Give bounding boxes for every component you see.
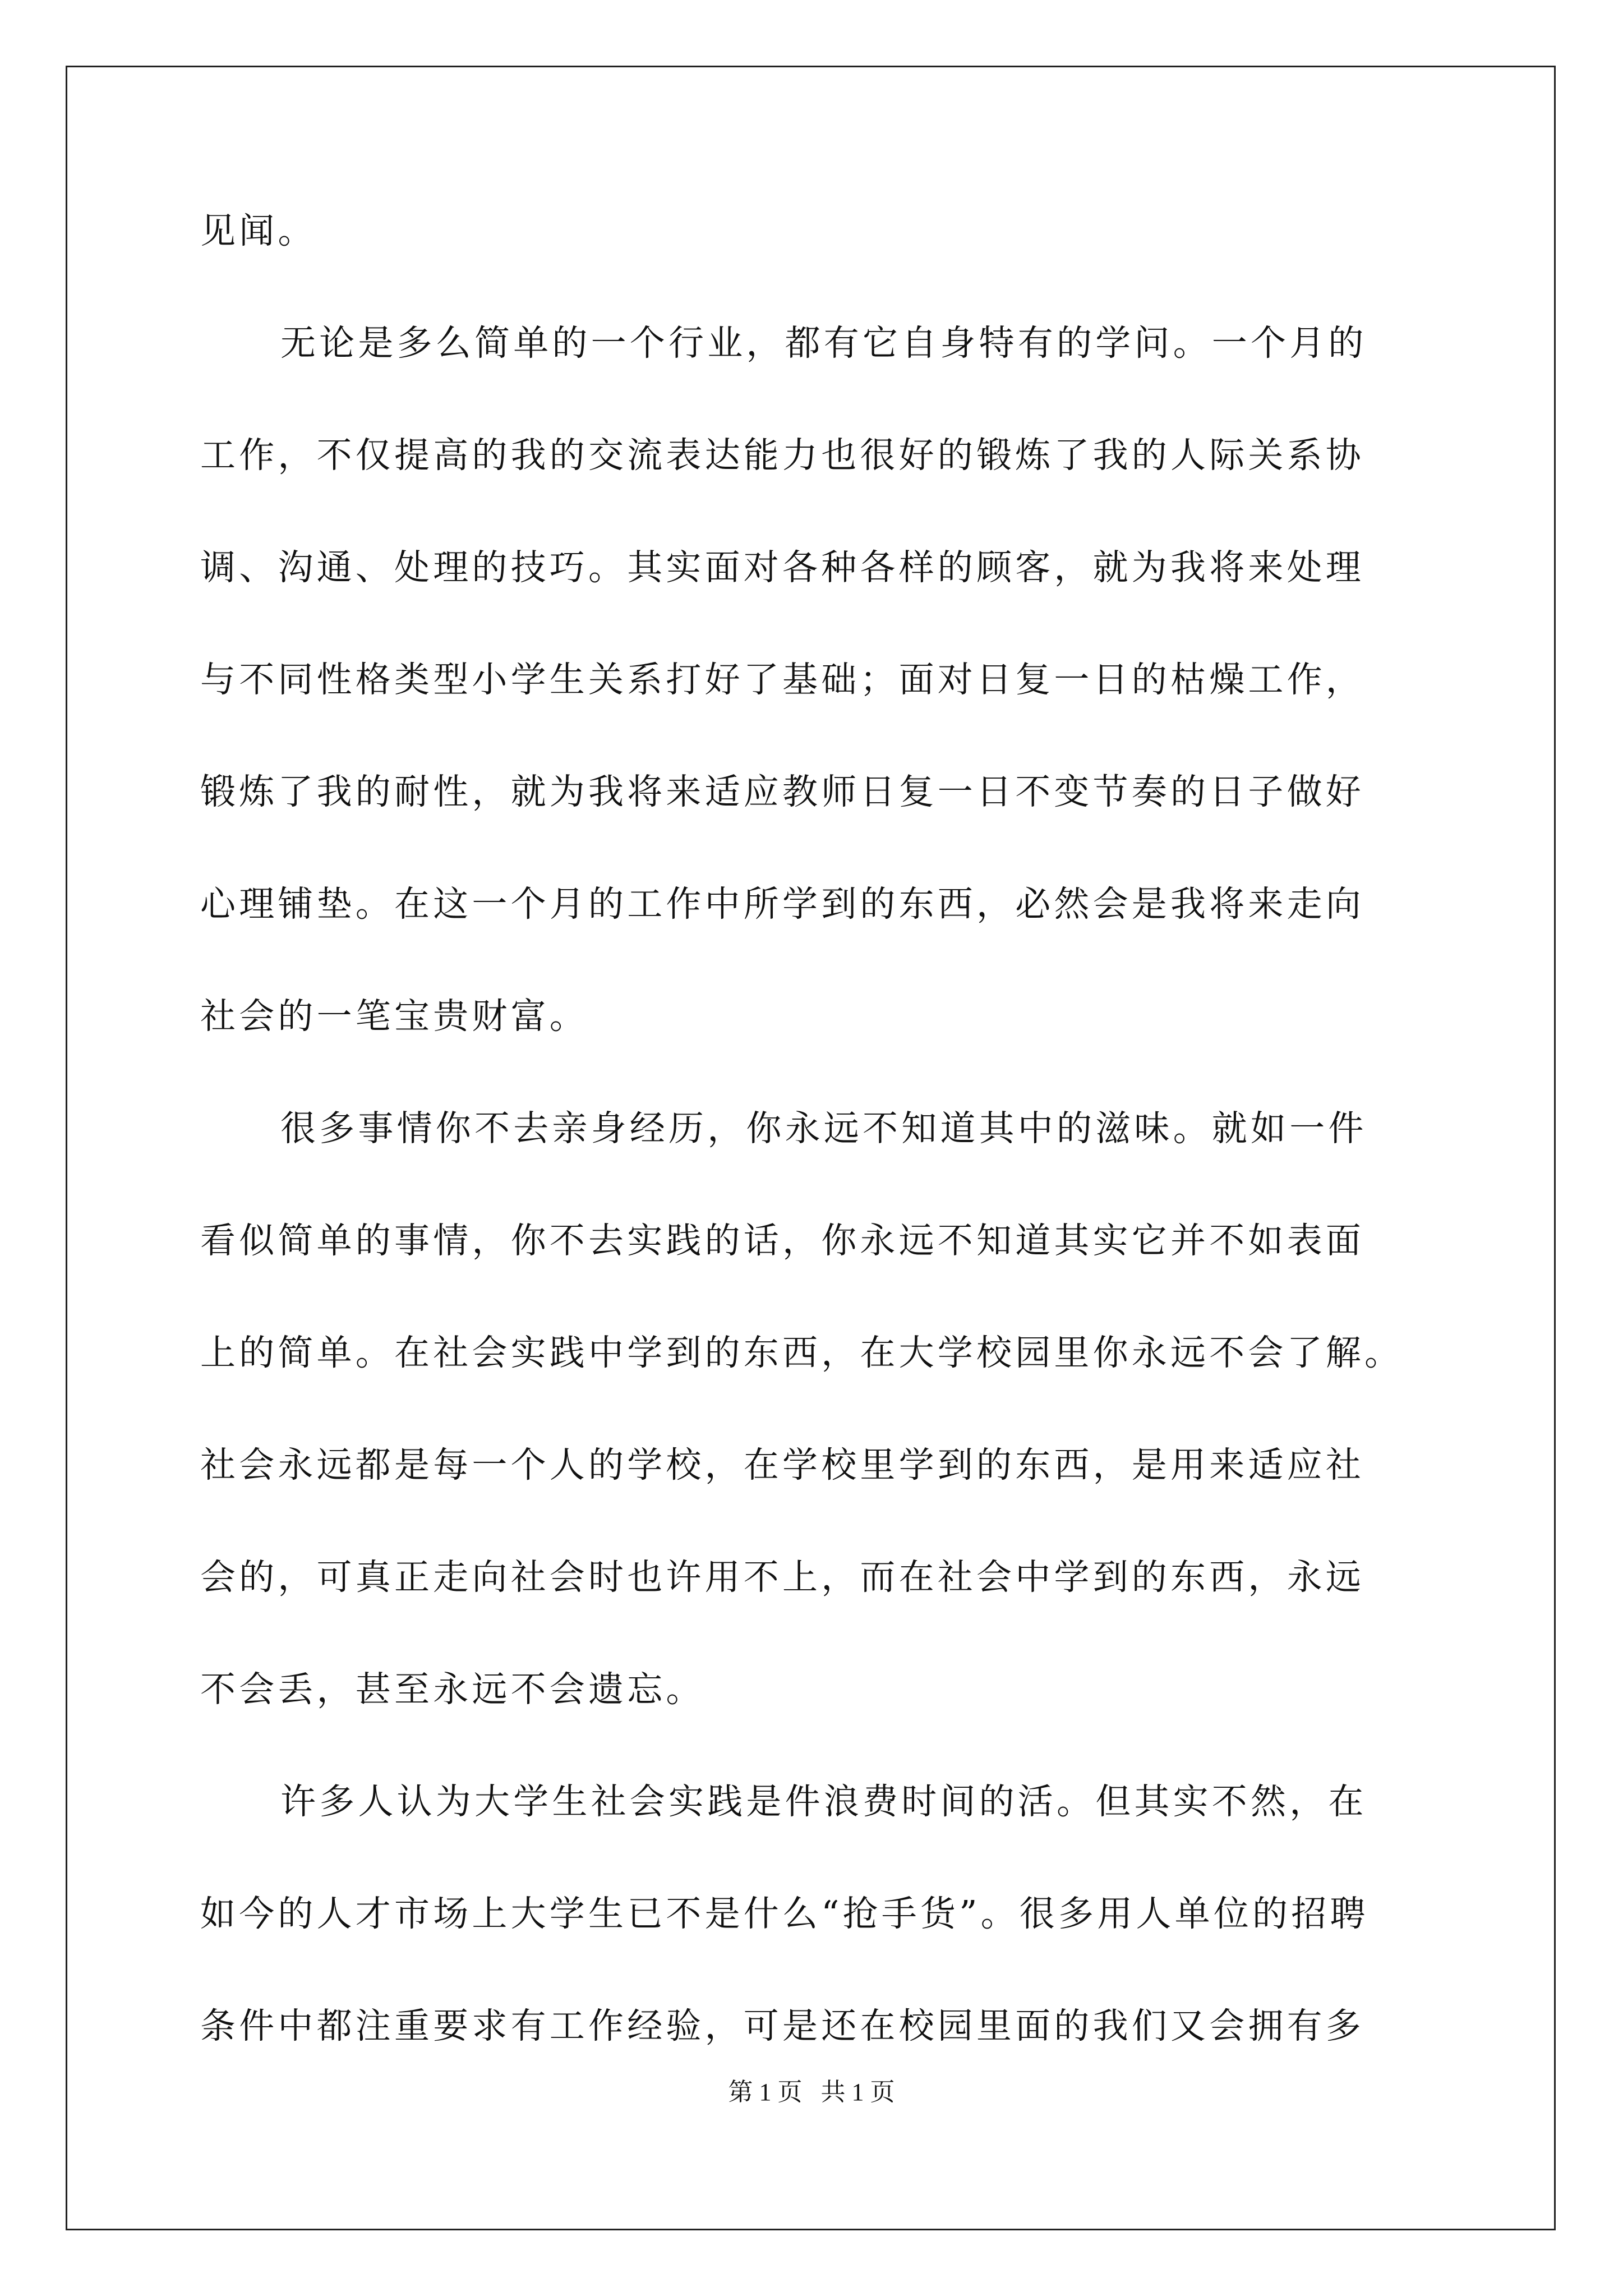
text-line: 锻炼了我的耐性，就为我将来适应教师日复一日不变节奏的日子做好 [200,771,1364,812]
text-line: 见闻。 [200,210,317,251]
text-line: 会的，可真正走向社会时也许用不上，而在社会中学到的东西，永远 [200,1557,1364,1598]
text-line: 社会永远都是每一个人的学校，在学校里学到的东西，是用来适应社 [200,1444,1364,1485]
text-line: 调、沟通、处理的技巧。其实面对各种各样的顾客，就为我将来处理 [200,547,1364,588]
text-line: 不会丢，甚至永远不会遗忘。 [200,1669,705,1710]
text-line: 看似简单的事情，你不去实践的话，你永远不知道其实它并不如表面 [200,1220,1364,1261]
text-line: 社会的一笔宝贵财富。 [200,996,588,1037]
text-line: 心理铺垫。在这一个月的工作中所学到的东西，必然会是我将来走向 [200,884,1364,924]
text-line: 工作，不仅提高的我的交流表达能力也很好的锻炼了我的人际关系协 [200,435,1364,476]
text-line: 如今的人才市场上大学生已不是什么“抢手货”。很多用人单位的招聘 [200,1893,1369,1934]
paragraph-start-line: 许多人认为大学生社会实践是件浪费时间的活。但其实不然，在 [280,1781,1367,1822]
text-line: 上的简单。在社会实践中学到的东西，在大学校园里你永远不会了解。 [200,1332,1404,1373]
paragraph-start-line: 很多事情你不去亲身经历，你永远不知道其中的滋味。就如一件 [280,1108,1367,1149]
text-line: 与不同性格类型小学生关系打好了基础；面对日复一日的枯燥工作， [200,659,1364,700]
text-line: 条件中都注重要求有工作经验，可是还在校园里面的我们又会拥有多 [200,2005,1364,2046]
page-number-footer: 第 1 页 共 1 页 [728,2078,895,2106]
paragraph-start-line: 无论是多么简单的一个行业，都有它自身特有的学问。一个月的 [280,323,1367,364]
